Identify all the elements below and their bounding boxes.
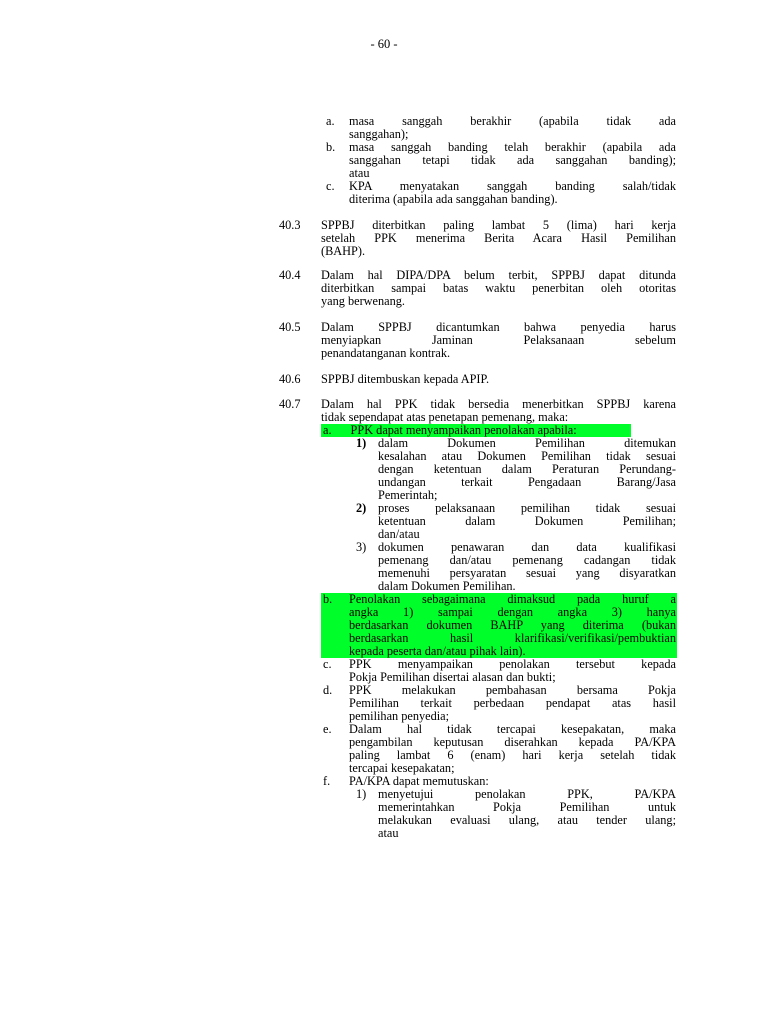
list-item-line: ketentuan dalam Dokumen Pemilihan;	[378, 514, 676, 528]
page-number: - 60 -	[370, 37, 398, 51]
list-marker: e.	[323, 722, 332, 736]
section-number: 40.3	[279, 218, 301, 232]
list-item-line: memerintahkan Pokja Pemilihan untuk	[378, 800, 676, 814]
list-item-line: PPK menyampaikan penolakan tersebut kepada	[349, 657, 676, 671]
section-text-line: yang berwenang.	[321, 294, 405, 308]
section-text-line: Dalam hal DIPA/DPA belum terbit, SPPBJ dapat ditunda	[321, 268, 676, 282]
list-item-line: PPK melakukan pembahasan bersama Pokja	[349, 683, 676, 697]
section-number: 40.7	[279, 397, 301, 411]
list-item-line: Pemerintah;	[378, 488, 438, 502]
list-marker: f.	[323, 774, 331, 788]
section-text-line: SPPBJ ditembuskan kepada APIP.	[321, 372, 490, 386]
section-number: 40.4	[279, 268, 301, 282]
intro-item-b-line: masa sanggah banding telah berakhir (apabila ada	[349, 140, 676, 154]
list-marker: 2)	[356, 501, 367, 515]
list-item-line: proses pelaksanaan pemilihan tidak sesuai	[378, 501, 676, 515]
list-item-line: dalam Dokumen Pemilihan.	[378, 579, 516, 593]
list-item-line: PA/KPA dapat memutuskan:	[349, 774, 489, 788]
list-item-line: kepada peserta dan/atau pihak lain).	[349, 644, 526, 658]
list-item-line: dengan ketentuan dalam Peraturan Perundang-	[378, 462, 676, 476]
list-item-text: PPK dapat menyampaikan penolakan apabila:	[350, 423, 577, 437]
section-text-line: tidak sependapat atas penetapan pemenang, maka:	[321, 410, 569, 424]
list-item-line: Pokja Pemilihan disertai alasan dan bukti;	[349, 670, 556, 684]
list-item-line: undangan terkait Pengadaan Barang/Jasa	[378, 475, 676, 489]
intro-item-a-line: masa sanggah berakhir (apabila tidak ada	[349, 114, 676, 128]
section-text-line: Dalam SPPBJ dicantumkan bahwa penyedia harus	[321, 320, 676, 334]
section-text-line: (BAHP).	[321, 244, 366, 258]
list-item-line: paling lambat 6 (enam) hari kerja setelah tidak	[349, 748, 676, 762]
list-item-line: kesalahan atau Dokumen Pemilihan tidak sesuai	[378, 449, 676, 463]
intro-item-a-marker: a.	[326, 114, 335, 128]
section-text-line: Dalam hal PPK tidak bersedia menerbitkan SPPBJ karena	[321, 397, 676, 411]
list-marker: 1)	[356, 787, 367, 801]
intro-item-a-line: sanggahan);	[349, 127, 409, 141]
section-text-line: setelah PPK menerima Berita Acara Hasil Pemilihan	[321, 231, 676, 245]
list-marker: 3)	[356, 540, 367, 554]
list-item-line: dalam Dokumen Pemilihan ditemukan	[378, 436, 676, 450]
list-item-line: pemilihan penyedia;	[349, 709, 450, 723]
intro-item-c-line: diterima (apabila ada sanggahan banding).	[349, 192, 558, 206]
list-item-line: memenuhi persyaratan sesuai yang disyaratkan	[378, 566, 676, 580]
list-item-line: pengambilan keputusan diserahkan kepada PA/KPA	[349, 735, 676, 749]
intro-item-b-marker: b.	[326, 140, 336, 154]
list-item-line: melakukan evaluasi ulang, atau tender ulang;	[378, 813, 676, 827]
list-item-line: atau	[378, 826, 399, 840]
section-number: 40.6	[279, 372, 301, 386]
list-item-line: berdasarkan hasil klarifikasi/verifikasi/pembuktian	[349, 631, 676, 645]
list-item-line: Dalam hal tidak tercapai kesepakatan, maka	[349, 722, 676, 736]
list-item-line: tercapai kesepakatan;	[349, 761, 455, 775]
section-text-line: penandatanganan kontrak.	[321, 346, 451, 360]
list-item-line: angka 1) sampai dengan angka 3) hanya	[349, 605, 676, 619]
list-marker: d.	[323, 683, 333, 697]
intro-item-b-line: sanggahan tetapi tidak ada sanggahan banding);	[349, 153, 676, 167]
list-marker: b.	[323, 592, 333, 606]
list-item-line: menyetujui penolakan PPK, PA/KPA	[378, 787, 676, 801]
list-marker: a.	[323, 423, 332, 437]
list-marker: c.	[323, 657, 332, 671]
intro-item-b-line: atau	[349, 166, 370, 180]
list-item-line: dokumen penawaran dan data kualifikasi	[378, 540, 676, 554]
list-item-line: Penolakan sebagaimana dimaksud pada huruf a	[349, 592, 676, 606]
intro-item-c-marker: c.	[326, 179, 335, 193]
list-item-line: berdasarkan dokumen BAHP yang diterima (bukan	[349, 618, 676, 632]
section-text-line: menyiapkan Jaminan Pelaksanaan sebelum	[321, 333, 676, 347]
list-item-line: dan/atau	[378, 527, 420, 541]
section-number: 40.5	[279, 320, 301, 334]
list-item-line: pemenang dan/atau pemenang cadangan tidak	[378, 553, 676, 567]
list-marker: 1)	[356, 436, 367, 450]
section-text-line: SPPBJ diterbitkan paling lambat 5 (lima) hari kerja	[321, 218, 676, 232]
section-text-line: diterbitkan sampai batas waktu penerbitan oleh otoritas	[321, 281, 676, 295]
intro-item-c-line: KPA menyatakan sanggah banding salah/tidak	[349, 179, 676, 193]
list-item-line: Pemilihan terkait perbedaan pendapat atas hasil	[349, 696, 676, 710]
